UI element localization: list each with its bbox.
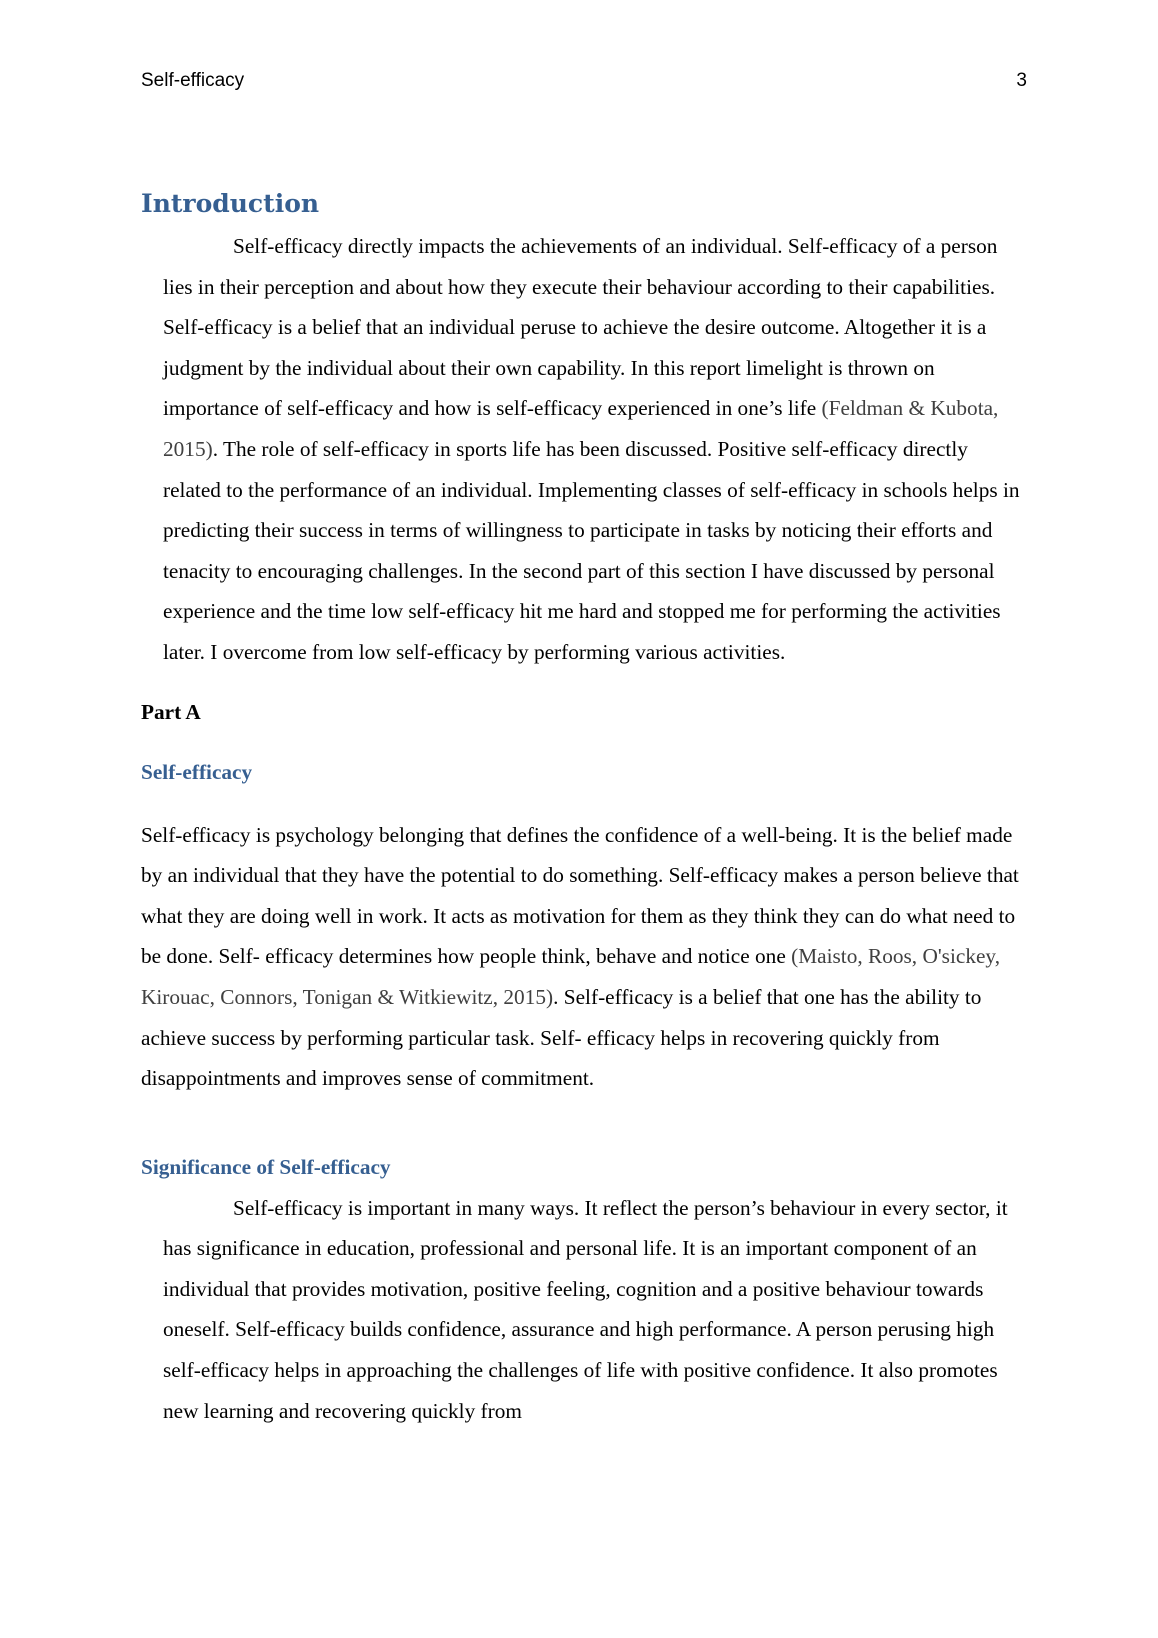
self-efficacy-paragraph — [141, 815, 1031, 1099]
introduction-paragraph — [163, 226, 1031, 673]
introduction-text-1: Self-efficacy directly impacts the achievements of an individual. Self-efficacy of a person lies in their perception and about how they execute their behaviour according to their capabilities. Self-efficacy is a belief that an individual peruse to achieve the desire outcome. Altogether it is a judgment by the individual about their own capability. In this report limelight is thrown on importance of self-efficacy and how is self-efficacy experienced in one’s life — [163, 234, 998, 421]
part-a-heading: Part A — [141, 699, 201, 724]
document-body — [141, 186, 1031, 1431]
introduction-text-2: . The role of self-efficacy in sports life has been discussed. Positive self-efficacy directly related to the performance of an individual. Implementing classes of self-efficacy in schools helps in predicting their success in terms of willingness to participate in tasks by noticing their efforts and tenacity to encouraging challenges. In the second part of this section I have discussed by personal experience and the time low self-efficacy hit me hard and stopped me for performing the activities later. I overcome from low self-efficacy by performing various activities. — [163, 436, 1020, 664]
introduction-heading: Introduction — [141, 189, 320, 218]
self-efficacy-text-1: Self-efficacy is psychology belonging that defines the confidence of a well-being. It is the belief made by an individual that they have the potential to do something. Self-efficacy makes a person believe that what they are doing well in work. It acts as motivation for them as they think they can do what need to be done. Self- efficacy determines how people think, behave and notice one — [141, 822, 1019, 969]
significance-heading: Significance of Self-efficacy — [141, 1154, 391, 1179]
self-efficacy-heading: Self-efficacy — [141, 759, 253, 784]
significance-paragraph: Self-efficacy is important in many ways. It reflect the person’s behaviour in every sector, it has significance in education, professional and personal life. It is an important component of an individual that provides motivation, positive feeling, cognition and a positive behaviour towards oneself. Self-efficacy builds confidence, assurance and high performance. A person perusing high self-efficacy helps in approaching the challenges of life with positive confidence. It also promotes new learning and recovering quickly from — [163, 1195, 1008, 1423]
running-head: Self-efficacy — [141, 70, 245, 91]
introduction-citation: (Feldman & Kubota, 2015) — [163, 396, 999, 461]
page-number: 3 — [1016, 70, 1027, 91]
self-efficacy-text-2: . Self-efficacy is a belief that one has the ability to achieve success by performing particular task. Self- efficacy helps in recovering quickly from disappointments and improves sense of commitment. — [141, 984, 982, 1091]
page-header — [141, 68, 1027, 98]
self-efficacy-citation: (Maisto, Roos, O'sickey, Kirouac, Connors, Tonigan & Witkiewitz, 2015) — [141, 944, 1001, 1009]
